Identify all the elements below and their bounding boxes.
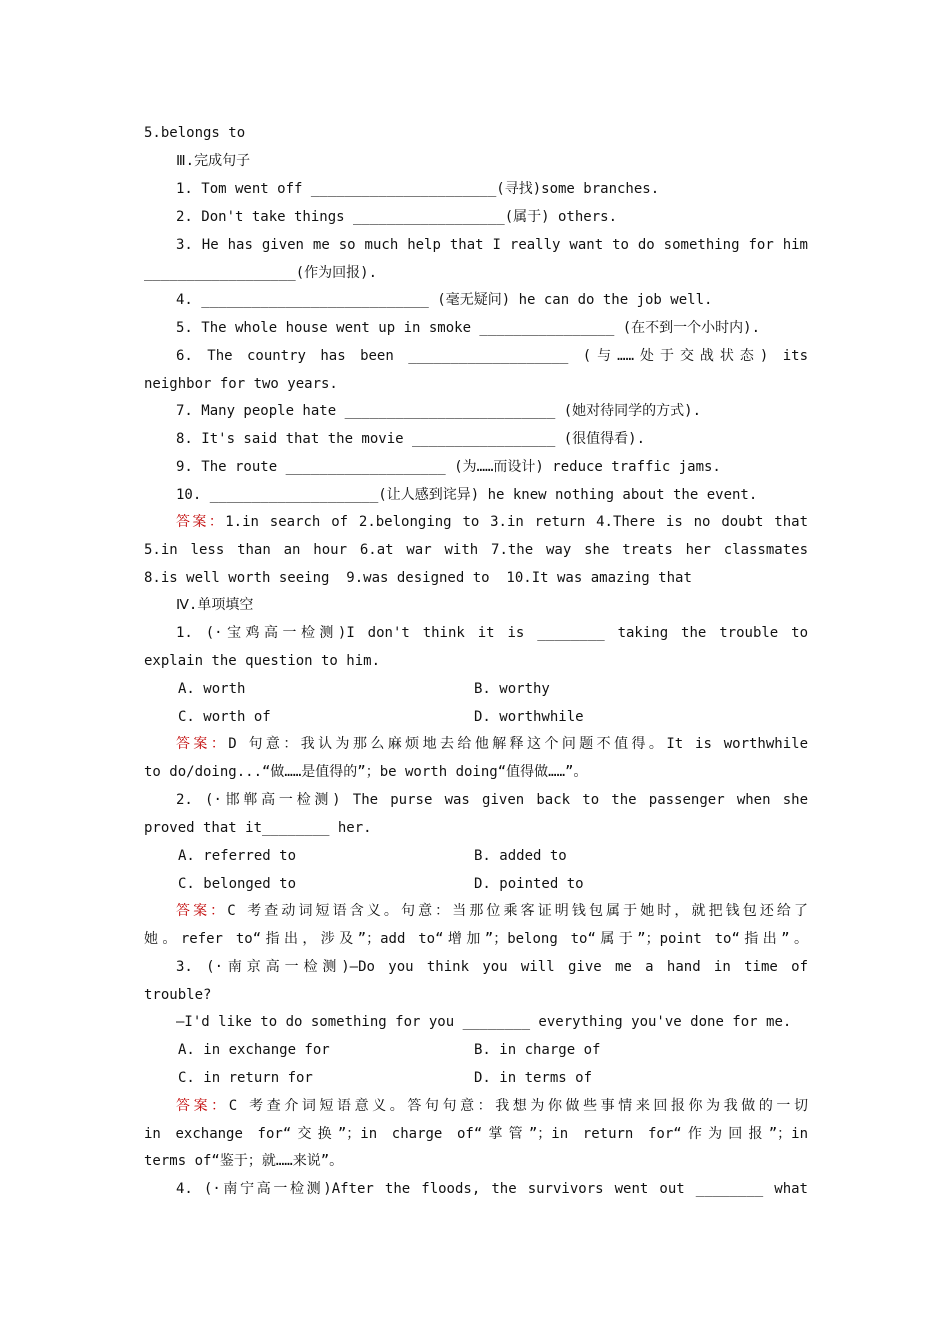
sentence-item: 2. Don't take things __________________(属于) others. — [176, 209, 618, 225]
sentence-item: 4. ___________________________ (毫无疑问) he can do the job well. — [176, 292, 713, 308]
answer-label: 答案： — [176, 736, 229, 752]
sentence-item: 7. Many people hate _________________________ (她对待同学的方式). — [176, 403, 702, 419]
sentence-item: 6. The country has been ___________________ (与……处于交战状态) its — [176, 348, 808, 364]
answer-key-continuation: 8.is well worth seeing 9.was designed to 10.It was amazing that — [144, 570, 692, 586]
option-b: B. added to — [474, 848, 567, 864]
sentence-item-continuation: __________________(作为回报). — [144, 265, 378, 281]
answer-explanation — [176, 900, 808, 922]
sentence-item: 3. He has given me so much help that I really want to do something for him — [176, 237, 808, 253]
option-d: D. in terms of — [474, 1070, 593, 1086]
question-stem: 2. (·邯郸高一检测) The purse was given back to the passenger when she — [176, 792, 808, 808]
option-c: C. in return for — [178, 1070, 313, 1086]
question-stem-continuation: trouble? — [144, 987, 212, 1003]
answer-explanation-continuation: terms of“鉴于；就……来说”。 — [144, 1153, 344, 1169]
sentence-item: 8. It's said that the movie _________________ (很值得看). — [176, 431, 646, 447]
sentence-item: 1. Tom went off ______________________(寻找)some branches. — [176, 181, 660, 197]
sentence-item: 5. The whole house went up in smoke ________________ (在不到一个小时内). — [176, 320, 761, 336]
option-a: A. in exchange for — [178, 1042, 330, 1058]
answer-key-continuation: 5.in less than an hour 6.at war with 7.the way she treats her classmates — [144, 542, 808, 558]
answer-line: 5.belongs to — [144, 125, 246, 141]
answer-explanation — [176, 1095, 808, 1117]
section-heading-iv: Ⅳ.单项填空 — [176, 597, 254, 613]
question-stem: 1. (·宝鸡高一检测)I don't think it is ________ taking the trouble to — [176, 625, 808, 641]
option-d: D. pointed to — [474, 876, 584, 892]
sentence-item: 10. ____________________(让人感到诧异) he knew nothing about the event. — [176, 487, 758, 503]
option-a: A. referred to — [178, 848, 297, 864]
option-c: C. worth of — [178, 709, 271, 725]
question-stem-continuation: proved that it________ her. — [144, 820, 372, 836]
answer-key — [176, 511, 808, 533]
option-a: A. worth — [178, 681, 246, 697]
answer-text: C 考查动词短语含义。句意：当那位乘客证明钱包属于她时，就把钱包还给了 — [227, 903, 808, 919]
option-b: B. worthy — [474, 681, 550, 697]
answer-text: D 句意：我认为那么麻烦地去给他解释这个问题不值得。It is worthwhile — [228, 736, 808, 752]
question-stem: 4. (·南宁高一检测)After the floods, the survivors went out ________ what — [176, 1181, 808, 1197]
option-c: C. belonged to — [178, 876, 297, 892]
answer-label: 答案： — [176, 514, 226, 530]
sentence-item-continuation: neighbor for two years. — [144, 376, 338, 392]
answer-text: C 考查介词短语意义。答句句意：我想为你做些事情来回报你为我做的一切 — [228, 1098, 808, 1114]
question-reply: —I'd like to do something for you ________ everything you've done for me. — [176, 1014, 792, 1030]
answer-label: 答案： — [176, 903, 228, 919]
section-heading-iii: Ⅲ.完成句子 — [176, 153, 251, 169]
answer-explanation — [176, 733, 808, 755]
answer-explanation-continuation: to do/doing...“做……是值得的”；be worth doing“值得做……”。 — [144, 764, 588, 780]
question-stem-continuation: explain the question to him. — [144, 653, 381, 669]
answer-label: 答案： — [176, 1098, 229, 1114]
sentence-item: 9. The route ___________________ (为……而设计) reduce traffic jams. — [176, 459, 721, 475]
answer-explanation-continuation: in exchange for“交换”；in charge of“掌管”；in return for“作为回报”；in — [144, 1126, 808, 1142]
option-d: D. worthwhile — [474, 709, 584, 725]
answer-text: 1.in search of 2.belonging to 3.in return 4.There is no doubt that — [225, 514, 808, 530]
option-b: B. in charge of — [474, 1042, 601, 1058]
question-stem: 3. (·南京高一检测)—Do you think you will give me a hand in time of — [176, 959, 808, 975]
answer-explanation-continuation: 她。refer to“指出，涉及”；add to“增加”；belong to“属于”；point to“指出”。 — [144, 931, 808, 947]
